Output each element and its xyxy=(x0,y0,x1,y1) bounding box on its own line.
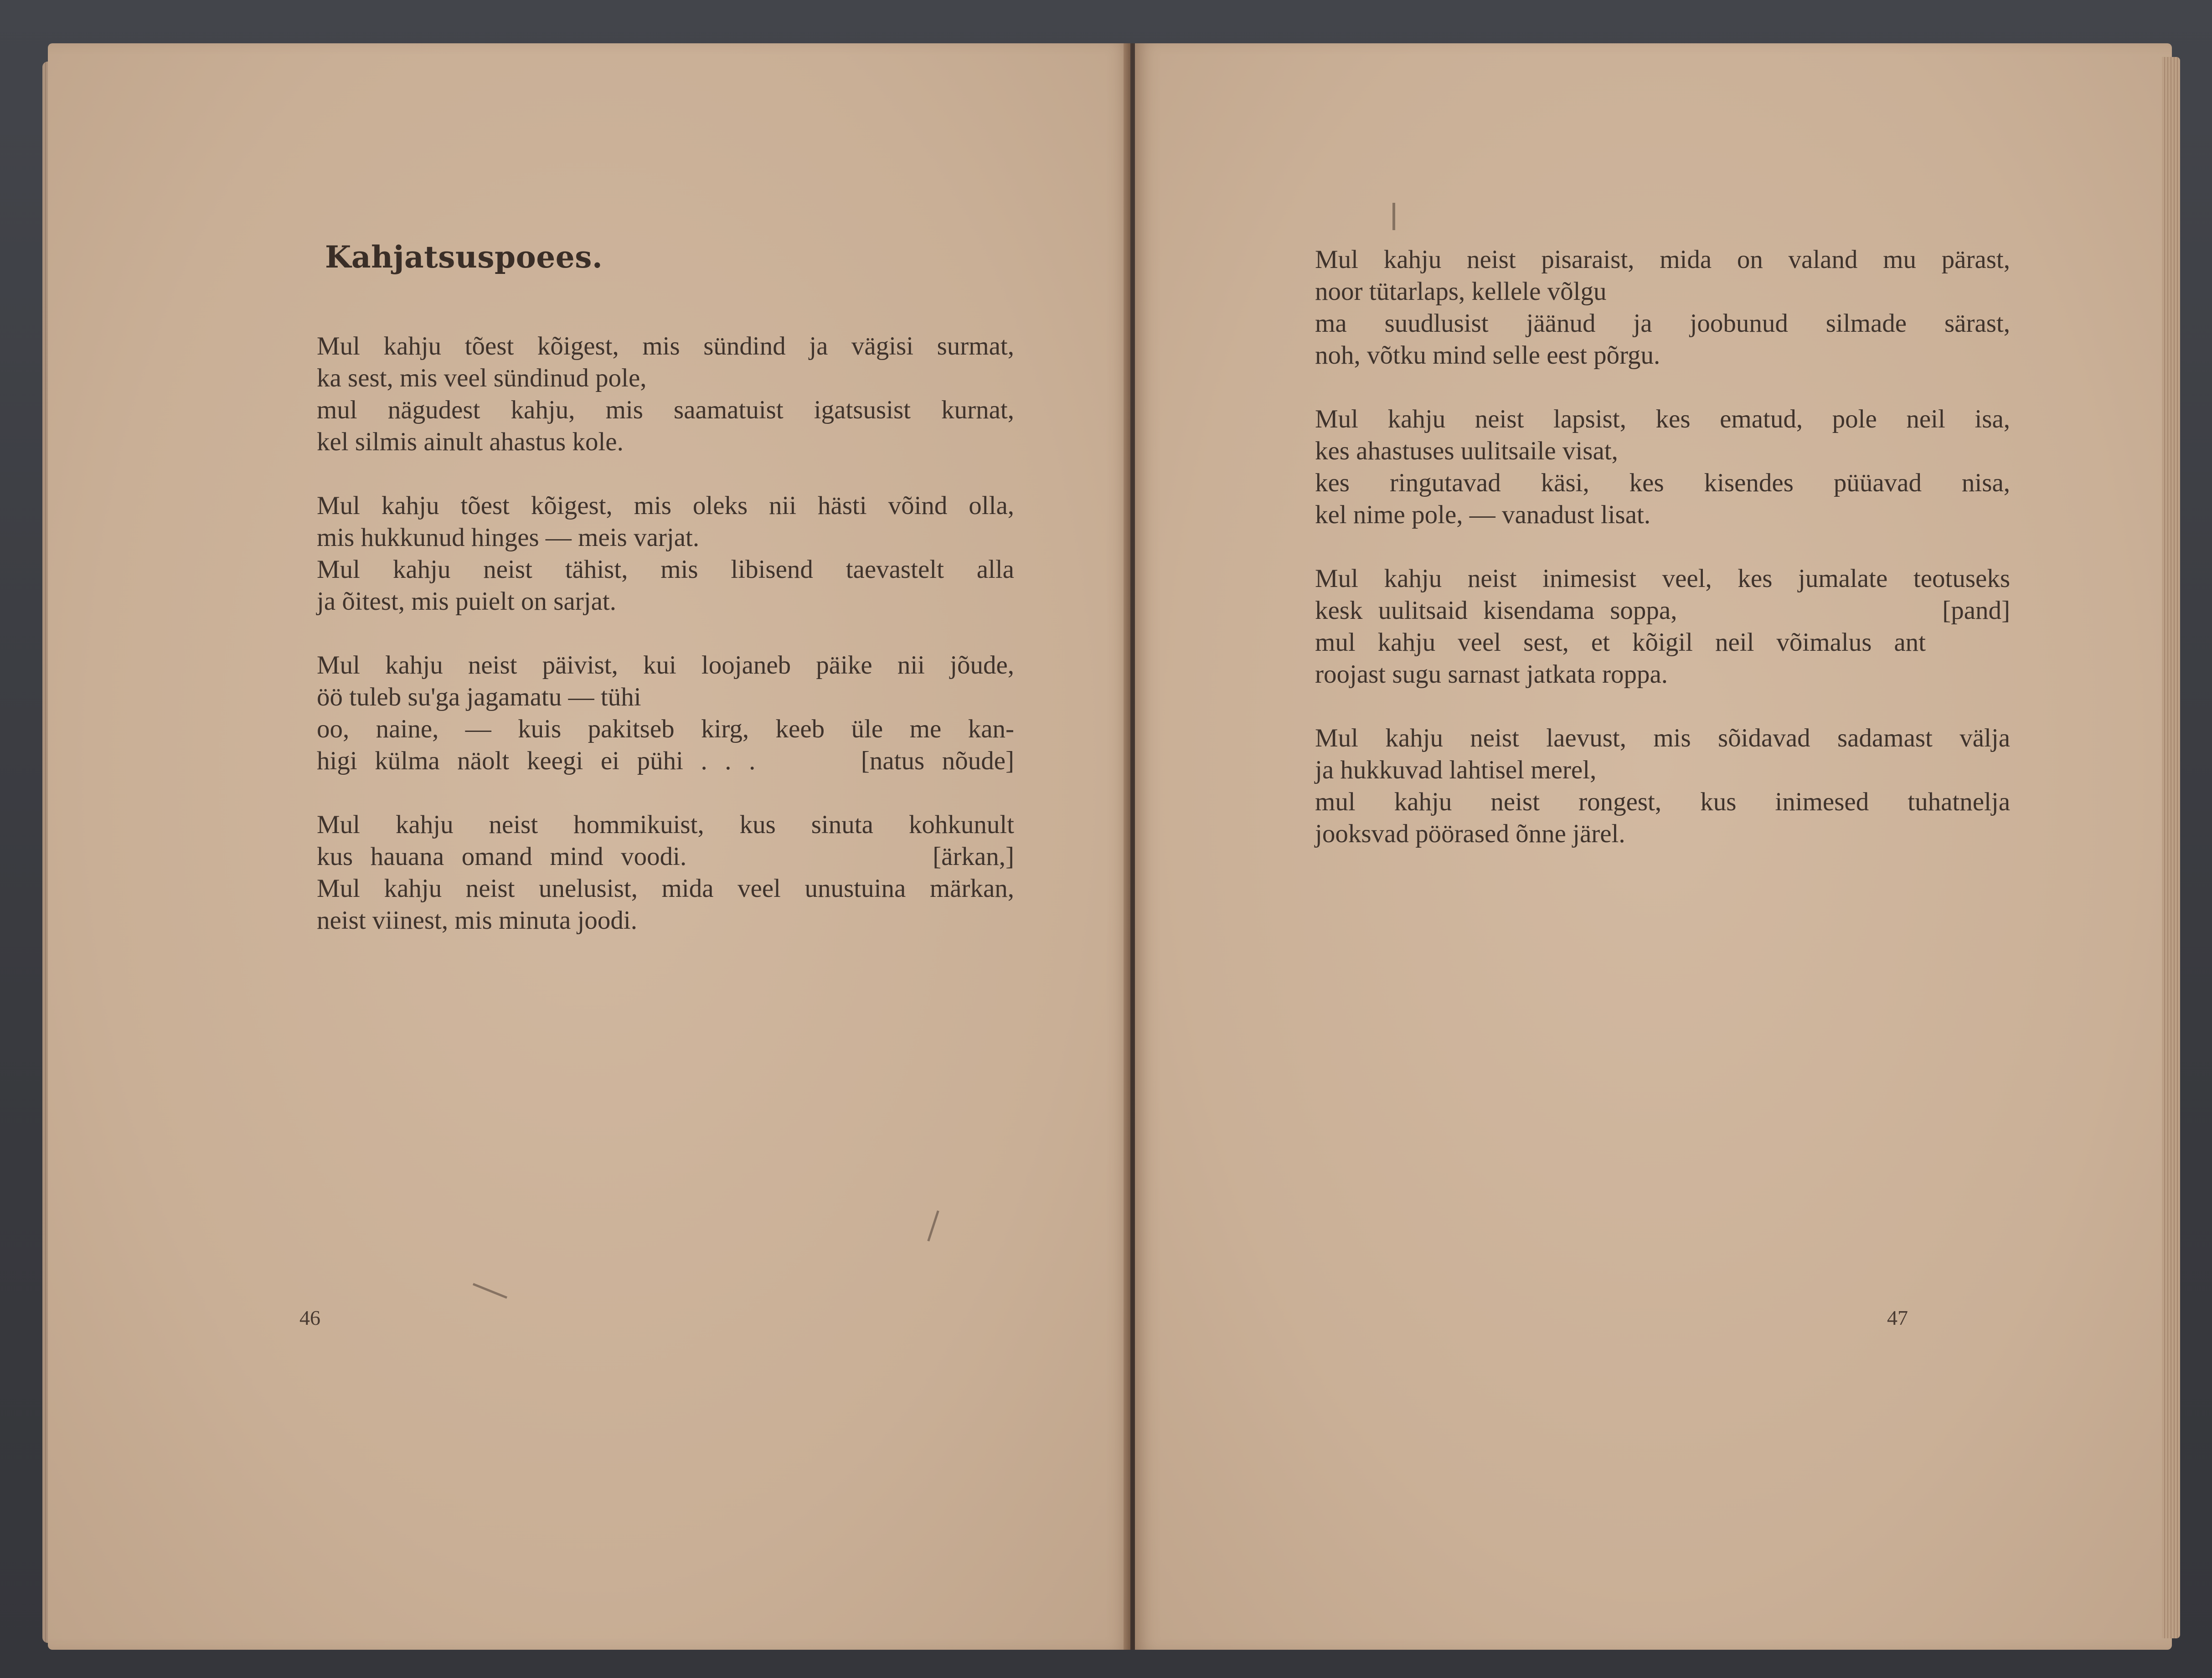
verse-line: jooksvad pöörased õnne järel. xyxy=(1315,819,1625,848)
poem-title: Kahjatsuspoees. xyxy=(325,239,603,275)
verse-line: ja hukkuvad lahtisel merel, xyxy=(1315,756,1597,784)
verse-line: oo, naine, — kuis pakitseb kirg, keeb üle me kan- xyxy=(317,715,1014,743)
verse-line: ma suudlusist jäänud ja joobunud silmade särast, xyxy=(1315,309,2010,338)
verse-line: Mul kahju neist inimesist veel, kes jumalate teotuseks xyxy=(1315,564,2010,593)
verse-line: neist viinest, mis minuta joodi. xyxy=(317,906,637,935)
verse-line: Mul kahju neist hommikuist, kus sinuta kohkunult xyxy=(317,810,1014,839)
verse-line: Mul kahju neist pisaraist, mida on valand mu pärast, xyxy=(1315,245,2010,274)
stanza-5 xyxy=(1315,244,2010,371)
stanza-3 xyxy=(317,649,1014,777)
stanza-1 xyxy=(317,330,1014,458)
left-page xyxy=(48,43,1130,1650)
page-number-right: 47 xyxy=(1887,1306,1908,1329)
poem-text-right xyxy=(1315,244,2010,882)
verse-line: roojast sugu sarnast jatkata roppa. xyxy=(1315,660,1668,689)
verse-line: mul kahju neist rongest, kus inimesed tuhatnelja xyxy=(1315,788,2010,816)
ink-speck xyxy=(473,1283,507,1299)
verse-line: kel silmis ainult ahastus kole. xyxy=(317,427,624,456)
ink-speck xyxy=(927,1210,939,1241)
open-book xyxy=(48,43,2172,1650)
right-page xyxy=(1135,43,2172,1650)
verse-line: ka sest, mis veel sündinud pole, xyxy=(317,364,647,392)
verse-line: ja õitest, mis puielt on sarjat. xyxy=(317,587,616,616)
verse-line: Mul kahju neist päivist, kui loojaneb päike nii jõude, xyxy=(317,651,1014,679)
poem-text-left xyxy=(317,330,1014,968)
verse-line: Mul kahju neist tähist, mis libisend taevastelt alla xyxy=(317,555,1014,584)
verse-line: mul kahju veel sest, et kõigil neil võimalus ant xyxy=(1315,628,1926,657)
verse-line: kes ringutavad käsi, kes kisendes püüavad nisa, xyxy=(1315,468,2010,497)
stanza-8 xyxy=(1315,722,2010,850)
verse-line: Mul kahju tõest kõigest, mis sündind ja vägisi surmat, xyxy=(317,332,1014,360)
verse-line: Mul kahju neist lapsist, kes ematud, pole neil isa, xyxy=(1315,405,2010,433)
stanza-2 xyxy=(317,490,1014,618)
verse-line: higi külma näolt keegi ei pühi . . . [natus nõude] xyxy=(317,746,1014,775)
verse-line: mis hukkunud hinges — meis varjat. xyxy=(317,523,700,552)
verse-line: kes ahastuses uulitsaile visat, xyxy=(1315,437,1618,465)
verse-line: mul nägudest kahju, mis saamatuist igatsusist kurnat, xyxy=(317,396,1014,424)
ink-speck xyxy=(1392,203,1395,230)
verse-line: öö tuleb su'ga jagamatu — tühi xyxy=(317,683,641,711)
verse-line: kesk uulitsaid kisendama soppa, [pand] xyxy=(1315,596,2010,625)
verse-line: noh, võtku mind selle eest põrgu. xyxy=(1315,341,1660,370)
verse-line: Mul kahju tõest kõigest, mis oleks nii hästi võind olla, xyxy=(317,491,1014,520)
stanza-4 xyxy=(317,809,1014,937)
verse-line: noor tütarlaps, kellele võlgu xyxy=(1315,277,1607,306)
verse-line: Mul kahju neist unelusist, mida veel unustuina märkan, xyxy=(317,874,1014,903)
page-edges-right xyxy=(2162,57,2180,1638)
stanza-7 xyxy=(1315,563,2010,690)
stanza-6 xyxy=(1315,403,2010,531)
verse-line: kus hauana omand mind voodi. [ärkan,] xyxy=(317,842,1014,871)
verse-line: kel nime pole, — vanadust lisat. xyxy=(1315,500,1651,529)
verse-line: Mul kahju neist laevust, mis sõidavad sadamast välja xyxy=(1315,724,2010,752)
page-number-left: 46 xyxy=(299,1306,320,1329)
